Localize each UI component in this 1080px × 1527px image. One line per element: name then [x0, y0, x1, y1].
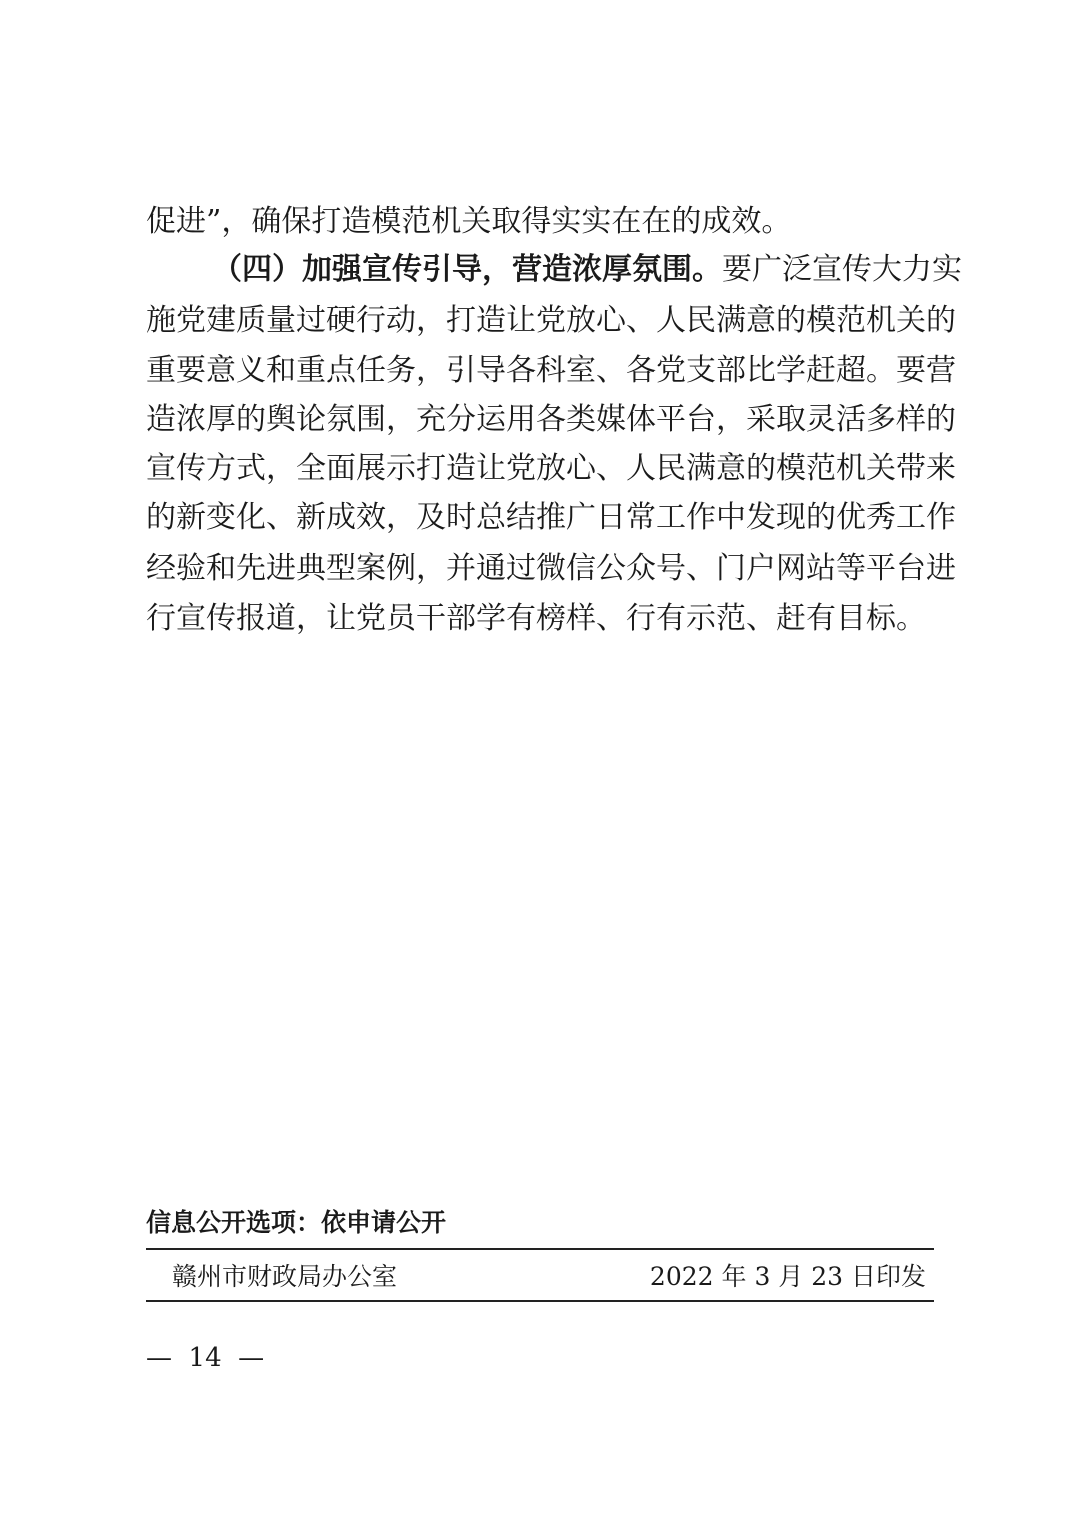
paragraph-text: 要广泛宣传大力实: [722, 252, 962, 287]
footer-bottom-rule: [146, 1300, 934, 1302]
paragraph-line: 的新变化、新成效，及时总结推广日常工作中发现的优秀工作: [146, 500, 956, 535]
section-heading: （四）加强宣传引导，营造浓厚氛围。: [212, 252, 722, 287]
paragraph-line: 行宣传报道，让党员干部学有榜样、行有示范、赶有目标。: [146, 601, 926, 636]
issuing-office: 赣州市财政局办公室: [172, 1262, 398, 1291]
paragraph-line: 经验和先进典型案例，并通过微信公众号、门户网站等平台进: [146, 551, 956, 586]
paragraph-line: 造浓厚的舆论氛围，充分运用各类媒体平台，采取灵活多样的: [146, 402, 956, 437]
issue-date: 2022 年 3 月 23 日印发: [649, 1262, 926, 1291]
paragraph-line: 促进”，确保打造模范机关取得实实在在的成效。: [146, 204, 792, 239]
footer-top-rule: [146, 1248, 934, 1250]
paragraph-line-with-heading: [212, 250, 962, 290]
disclosure-option: 信息公开选项：依申请公开: [146, 1208, 447, 1237]
paragraph-line: 重要意义和重点任务，引导各科室、各党支部比学赶超。要营: [146, 353, 956, 388]
paragraph-line: 宣传方式，全面展示打造让党放心、人民满意的模范机关带来: [146, 451, 956, 486]
paragraph-line: 施党建质量过硬行动，打造让党放心、人民满意的模范机关的: [146, 303, 956, 338]
page-number: — 14 —: [146, 1343, 265, 1373]
